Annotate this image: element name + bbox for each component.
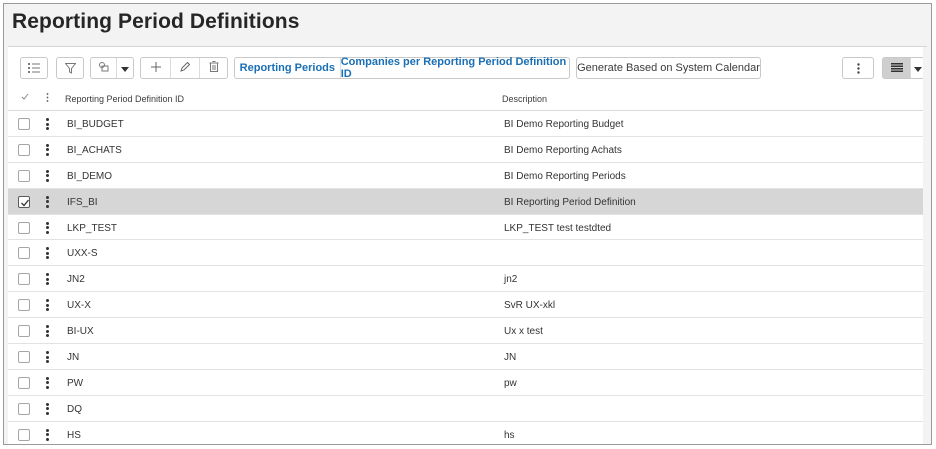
filter-button[interactable] (56, 57, 84, 79)
copy-group (90, 57, 134, 79)
window-frame (3, 3, 932, 445)
row-menu-icon[interactable] (44, 143, 50, 157)
row-menu-icon[interactable] (44, 402, 50, 416)
table-row[interactable] (8, 111, 927, 137)
plus-icon (151, 59, 161, 77)
scrollbar[interactable] (923, 47, 927, 444)
toolbar (8, 47, 927, 87)
row-menu-icon[interactable] (44, 298, 50, 312)
row-checkbox[interactable] (18, 273, 30, 285)
table-body (8, 111, 927, 445)
copy-dropdown-button[interactable] (116, 58, 133, 78)
more-actions-button[interactable] (842, 57, 874, 79)
cell-definition-id: JN2 (67, 274, 85, 286)
checkmark-icon (19, 197, 31, 209)
filter-icon (65, 63, 76, 74)
table-row[interactable] (8, 344, 927, 370)
cell-definition-id: UXX-S (67, 248, 98, 260)
row-checkbox[interactable] (18, 403, 30, 415)
reporting-periods-button[interactable]: Reporting Periods (239, 62, 336, 74)
table-view-button[interactable] (883, 58, 910, 78)
cell-definition-id: BI_BUDGET (67, 119, 124, 130)
table-row[interactable] (8, 318, 927, 344)
trash-icon (209, 59, 219, 77)
cell-definition-id: IFS_BI (67, 196, 98, 208)
cell-description: LKP_TEST test testdted (504, 222, 612, 234)
row-checkbox[interactable] (18, 377, 30, 389)
column-header-description[interactable]: Description (502, 94, 548, 104)
cell-definition-id: DQ (67, 403, 82, 415)
cell-description: BI Reporting Period Definition (504, 196, 636, 208)
row-checkbox[interactable] (18, 247, 30, 259)
table-row[interactable] (8, 240, 927, 266)
table-row[interactable] (8, 292, 927, 318)
table-header (8, 87, 927, 111)
row-menu-icon[interactable] (44, 272, 50, 286)
row-checkbox[interactable] (18, 196, 30, 208)
caret-down-icon (121, 59, 129, 77)
cell-definition-id: UX-X (67, 300, 91, 312)
row-menu-icon[interactable] (44, 169, 50, 183)
cell-definition-id: BI_DEMO (67, 170, 113, 182)
cell-description: BI Demo Reporting Periods (504, 170, 626, 182)
table-row[interactable] (8, 396, 927, 422)
cell-description: Ux x test (504, 326, 543, 338)
row-checkbox[interactable] (18, 222, 30, 234)
copy-button[interactable] (91, 58, 116, 78)
row-menu-icon[interactable] (44, 376, 50, 390)
add-button[interactable] (141, 58, 170, 78)
column-header-id[interactable]: Reporting Period Definition ID (65, 94, 185, 104)
companies-per-definition-button[interactable]: Companies per Reporting Period Definition ID (340, 58, 569, 78)
row-checkbox[interactable] (18, 299, 30, 311)
cell-definition-id: BI_ACHATS (67, 144, 122, 156)
row-checkbox[interactable] (18, 144, 30, 156)
generate-calendar-button[interactable]: Generate Based on System Calendar (576, 57, 761, 79)
list-icon (28, 63, 40, 73)
table-view-icon (891, 59, 903, 77)
table-row[interactable] (8, 189, 927, 215)
cell-description: JN (504, 352, 517, 364)
main-content (8, 46, 927, 444)
caret-down-icon (914, 59, 922, 77)
row-menu-icon[interactable] (44, 350, 50, 364)
row-menu-icon[interactable] (44, 221, 50, 235)
row-menu-icon[interactable] (44, 246, 50, 260)
row-checkbox[interactable] (18, 429, 30, 441)
edit-group (140, 57, 228, 79)
row-checkbox[interactable] (18, 325, 30, 337)
cell-description: BI Demo Reporting Budget (504, 119, 624, 130)
table-row[interactable] (8, 370, 927, 396)
table-row[interactable] (8, 422, 927, 445)
cell-definition-id: HS (67, 429, 81, 441)
cell-definition-id: PW (67, 377, 84, 389)
table-row[interactable] (8, 163, 927, 189)
cell-definition-id: LKP_TEST (67, 222, 118, 234)
cell-description: SvR UX-xkl (504, 300, 556, 312)
row-menu-icon[interactable] (44, 428, 50, 442)
pencil-icon (180, 59, 190, 77)
header-menu-icon[interactable] (46, 93, 49, 104)
table-row[interactable] (8, 137, 927, 163)
table-row[interactable] (8, 266, 927, 292)
select-all-checkmark-icon[interactable] (21, 93, 29, 103)
row-menu-icon[interactable] (44, 324, 50, 338)
edit-button[interactable] (170, 58, 199, 78)
page-title: Reporting Period Definitions (12, 10, 300, 33)
cell-definition-id: BI-UX (67, 326, 94, 338)
row-menu-icon[interactable] (44, 117, 50, 131)
cell-description: pw (504, 377, 517, 389)
list-options-button[interactable] (20, 57, 48, 79)
row-checkbox[interactable] (18, 118, 30, 130)
table-row[interactable] (8, 215, 927, 241)
delete-button[interactable] (199, 58, 227, 78)
row-checkbox[interactable] (18, 351, 30, 363)
cell-description: jn2 (504, 274, 518, 286)
view-toggle-group (882, 57, 926, 79)
row-checkbox[interactable] (18, 170, 30, 182)
vertical-dots-icon (857, 63, 860, 74)
row-menu-icon[interactable] (44, 195, 50, 209)
copy-icon (98, 59, 109, 77)
cell-description: hs (504, 429, 515, 441)
command-tabs (234, 57, 570, 79)
cell-description: BI Demo Reporting Achats (504, 144, 622, 156)
cell-definition-id: JN (67, 352, 80, 364)
